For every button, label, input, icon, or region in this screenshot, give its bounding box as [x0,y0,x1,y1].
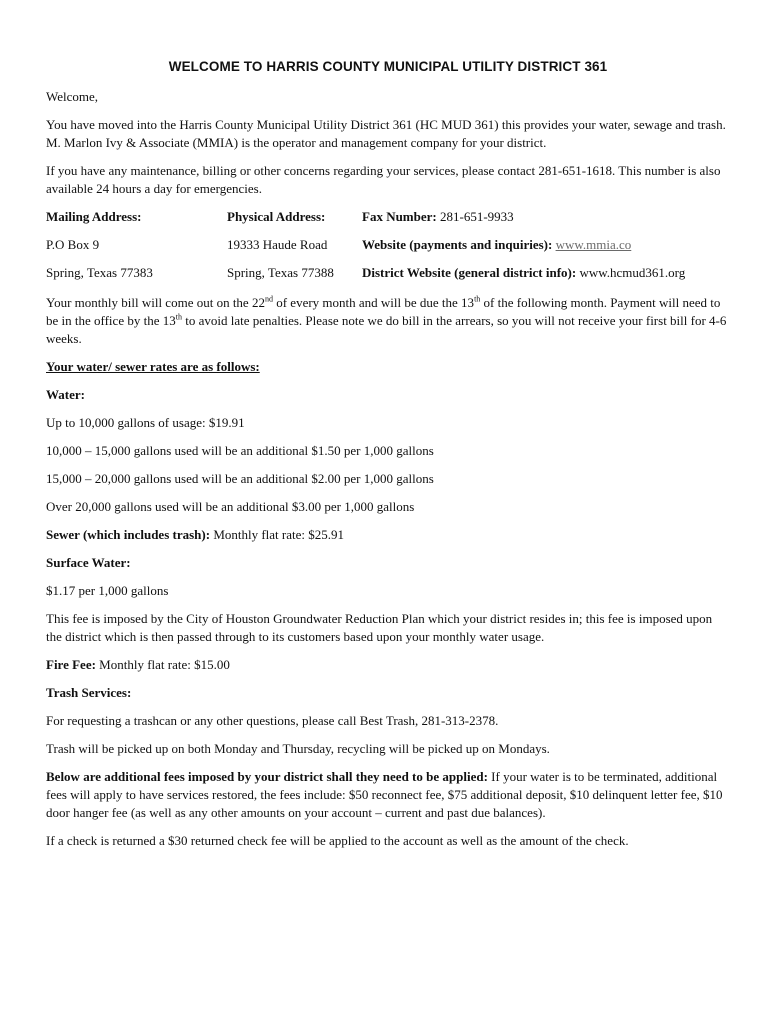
returned-check-paragraph: If a check is returned a $30 returned check fee will be applied to the account as well as the amount of the check. [46,833,629,848]
district-website-value: www.hcmud361.org [576,265,686,280]
water-heading: Water: [46,387,85,402]
billing-text-2: of every month and will be due the 13 [272,295,475,310]
fax-value: 281-651-9933 [436,209,514,224]
billing-text-3: of the following month. Payment will need to be in the office by the 13 [46,295,721,328]
trash-pickup: Trash will be picked up on both Monday and Thursday, recycling will be picked up on Mondays. [46,741,550,756]
greeting: Welcome, [46,89,99,104]
physical-address-line2: Spring, Texas 77388 [227,265,334,280]
intro-paragraph: You have moved into the Harris County Municipal Utility District 361 (HC MUD 361) this provides your water, sewage and trash. M. Marlon Ivy & Associate (MMIA) is the operator and management company for your district. [46,117,726,150]
document-page [46,58,730,860]
website-label: Website (payments and inquiries): [362,237,553,252]
mailing-address-line1: P.O Box 9 [46,237,100,252]
address-row-line2 [46,264,730,292]
billing-text-4: to avoid late penalties. Please note we do bill in the arrears, so you will not receive your first bill for 4-6 weeks. [46,313,727,346]
additional-fees-label: Below are additional fees imposed by your district shall they need to be applied: [46,769,488,784]
water-rate-line: Over 20,000 gallons used will be an additional $3.00 per 1,000 gallons [46,499,415,514]
mailing-address-label: Mailing Address: [46,209,142,224]
fax-cell [362,208,730,236]
fire-fee [46,656,730,674]
sewer-rate [46,526,730,544]
address-row-line1 [46,236,730,264]
surface-water-rate: $1.17 per 1,000 gallons [46,583,169,598]
address-table [46,208,730,292]
billing-sup-3: th [175,312,182,322]
billing-paragraph [46,294,730,348]
billing-text-1: Your monthly bill will come out on the 22 [46,295,265,310]
address-row-headers [46,208,730,236]
district-website-cell [362,264,730,292]
district-website-label: District Website (general district info): [362,265,577,280]
trash-heading: Trash Services: [46,685,132,700]
physical-address-label: Physical Address: [227,209,326,224]
water-rate-line: Up to 10,000 gallons of usage: $19.91 [46,415,245,430]
page-title: WELCOME TO HARRIS COUNTY MUNICIPAL UTILITY DISTRICT 361 [168,59,608,74]
billing-sup-1: nd [264,294,273,304]
additional-fees-paragraph [46,768,730,822]
contact-paragraph: If you have any maintenance, billing or other concerns regarding your services, please contact 281-651-1618. This number is also available 24 hours a day for emergencies. [46,163,721,196]
fire-fee-label: Fire Fee: [46,657,96,672]
water-rate-line: 15,000 – 20,000 gallons used will be an additional $2.00 per 1,000 gallons [46,471,434,486]
mailing-address-line2: Spring, Texas 77383 [46,265,153,280]
billing-sup-2: th [474,294,481,304]
water-rate-line: 10,000 – 15,000 gallons used will be an additional $1.50 per 1,000 gallons [46,443,434,458]
sewer-label: Sewer (which includes trash): [46,527,211,542]
surface-water-note: This fee is imposed by the City of Houston Groundwater Reduction Plan which your district resides in; this fee is imposed upon the district which is then passed through to its customers based upon your monthly water usage. [46,611,713,644]
surface-water-heading: Surface Water: [46,555,131,570]
website-link[interactable]: www.mmia.co [555,237,632,252]
website-cell [362,236,730,264]
trash-request: For requesting a trashcan or any other questions, please call Best Trash, 281-313-2378. [46,713,499,728]
additional-fees-text: If your water is to be terminated, additional fees will apply to have services restored, the fees include: $50 reconnect fee, $75 additional deposit, $10 delinquent letter fee, $10 door hanger fee (as well as any other amounts on your account – current and past due balances). [46,769,723,820]
rates-heading: Your water/ sewer rates are as follows: [46,359,260,374]
fax-label: Fax Number: [362,209,437,224]
fire-fee-value: Monthly flat rate: $15.00 [95,657,230,672]
sewer-value: Monthly flat rate: $25.91 [210,527,345,542]
physical-address-line1: 19333 Haude Road [227,237,328,252]
